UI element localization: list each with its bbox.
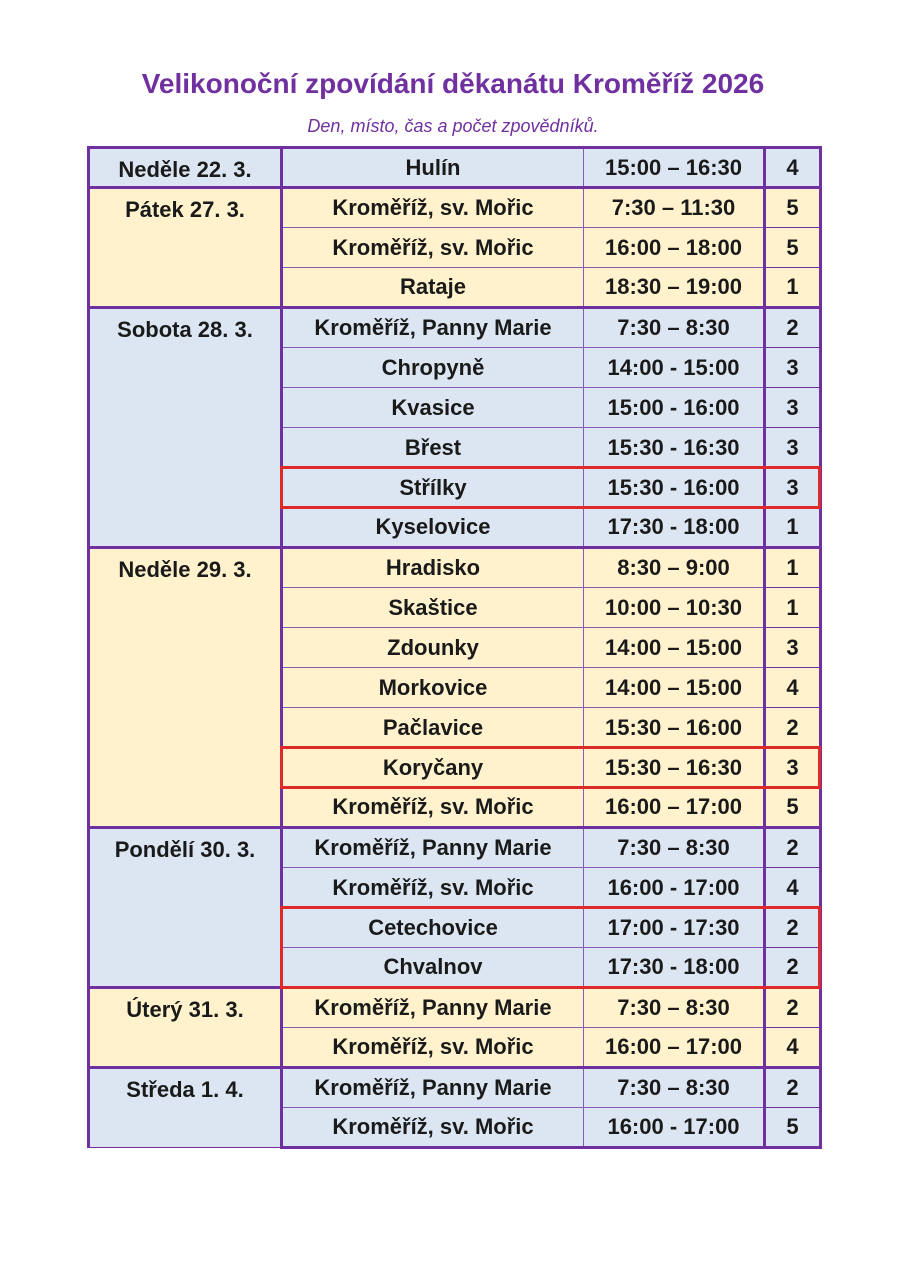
- confessor-count-cell: 5: [765, 788, 821, 828]
- time-cell: 15:30 - 16:30: [584, 428, 765, 468]
- place-cell: Zdounky: [282, 628, 584, 668]
- confessor-count-cell: 3: [765, 468, 821, 508]
- time-cell: 14:00 – 15:00: [584, 668, 765, 708]
- confessor-count-cell: 3: [765, 748, 821, 788]
- time-cell: 14:00 - 15:00: [584, 348, 765, 388]
- confessor-count-cell: 2: [765, 948, 821, 988]
- place-cell: Kroměříž, sv. Mořic: [282, 868, 584, 908]
- time-cell: 7:30 – 8:30: [584, 1068, 765, 1108]
- time-cell: 17:30 - 18:00: [584, 508, 765, 548]
- confessor-count-cell: 4: [765, 1028, 821, 1068]
- confessor-count-cell: 2: [765, 308, 821, 348]
- time-cell: 10:00 – 10:30: [584, 588, 765, 628]
- place-cell: Pačlavice: [282, 708, 584, 748]
- confessor-count-cell: 5: [765, 228, 821, 268]
- place-cell: Hradisko: [282, 548, 584, 588]
- place-cell: Kroměříž, sv. Mořic: [282, 228, 584, 268]
- time-cell: 16:00 – 17:00: [584, 788, 765, 828]
- place-cell: Kroměříž, Panny Marie: [282, 1068, 584, 1108]
- confessor-count-cell: 3: [765, 428, 821, 468]
- time-cell: 16:00 – 17:00: [584, 1028, 765, 1068]
- place-cell: Kroměříž, sv. Mořic: [282, 788, 584, 828]
- time-cell: 7:30 – 8:30: [584, 988, 765, 1028]
- time-cell: 7:30 – 8:30: [584, 828, 765, 868]
- time-cell: 7:30 – 11:30: [584, 188, 765, 228]
- confessor-count-cell: 3: [765, 348, 821, 388]
- place-cell: Kroměříž, sv. Mořic: [282, 1028, 584, 1068]
- time-cell: 15:30 – 16:00: [584, 708, 765, 748]
- confessor-count-cell: 2: [765, 988, 821, 1028]
- place-cell: Morkovice: [282, 668, 584, 708]
- time-cell: 14:00 – 15:00: [584, 628, 765, 668]
- time-cell: 16:00 - 17:00: [584, 868, 765, 908]
- confessor-count-cell: 4: [765, 868, 821, 908]
- confessor-count-cell: 1: [765, 508, 821, 548]
- place-cell: Kvasice: [282, 388, 584, 428]
- confessor-count-cell: 2: [765, 708, 821, 748]
- day-cell: Sobota 28. 3.: [89, 308, 282, 548]
- place-cell: Střílky: [282, 468, 584, 508]
- schedule-body: [89, 148, 821, 1148]
- time-cell: 15:30 - 16:00: [584, 468, 765, 508]
- time-cell: 15:00 - 16:00: [584, 388, 765, 428]
- place-cell: Koryčany: [282, 748, 584, 788]
- confessor-count-cell: 5: [765, 188, 821, 228]
- confessor-count-cell: 2: [765, 828, 821, 868]
- time-cell: 17:00 - 17:30: [584, 908, 765, 948]
- confessor-count-cell: 5: [765, 1108, 821, 1148]
- day-cell: Úterý 31. 3.: [89, 988, 282, 1068]
- place-cell: Chropyně: [282, 348, 584, 388]
- schedule-row: [89, 188, 821, 228]
- confessor-count-cell: 1: [765, 268, 821, 308]
- place-cell: Břest: [282, 428, 584, 468]
- place-cell: Kroměříž, sv. Mořic: [282, 188, 584, 228]
- schedule-row: [89, 308, 821, 348]
- place-cell: Hulín: [282, 148, 584, 188]
- confessor-count-cell: 2: [765, 1068, 821, 1108]
- place-cell: Kroměříž, Panny Marie: [282, 308, 584, 348]
- day-cell: Neděle 22. 3.: [89, 148, 282, 188]
- time-cell: 8:30 – 9:00: [584, 548, 765, 588]
- page-subtitle: Den, místo, čas a počet zpovědníků.: [307, 116, 599, 136]
- confessor-count-cell: 1: [765, 548, 821, 588]
- time-cell: 18:30 – 19:00: [584, 268, 765, 308]
- place-cell: Chvalnov: [282, 948, 584, 988]
- place-cell: Kyselovice: [282, 508, 584, 548]
- time-cell: 17:30 - 18:00: [584, 948, 765, 988]
- confessor-count-cell: 2: [765, 908, 821, 948]
- page-title: Velikonoční zpovídání děkanátu Kroměříž 2026: [141, 68, 765, 99]
- place-cell: Cetechovice: [282, 908, 584, 948]
- day-cell: Pondělí 30. 3.: [89, 828, 282, 988]
- confessor-count-cell: 3: [765, 388, 821, 428]
- place-cell: Rataje: [282, 268, 584, 308]
- time-cell: 15:00 – 16:30: [584, 148, 765, 188]
- schedule-row: [89, 1068, 821, 1108]
- day-cell: Neděle 29. 3.: [89, 548, 282, 828]
- schedule-row: [89, 828, 821, 868]
- confessor-count-cell: 1: [765, 588, 821, 628]
- time-cell: 7:30 – 8:30: [584, 308, 765, 348]
- schedule-table: [87, 146, 822, 1149]
- day-cell: Pátek 27. 3.: [89, 188, 282, 308]
- confessor-count-cell: 3: [765, 628, 821, 668]
- time-cell: 16:00 – 18:00: [584, 228, 765, 268]
- confessor-count-cell: 4: [765, 668, 821, 708]
- place-cell: Skaštice: [282, 588, 584, 628]
- schedule-row: [89, 988, 821, 1028]
- confessor-count-cell: 4: [765, 148, 821, 188]
- time-cell: 16:00 - 17:00: [584, 1108, 765, 1148]
- place-cell: Kroměříž, Panny Marie: [282, 828, 584, 868]
- schedule-row: [89, 148, 821, 188]
- place-cell: Kroměříž, sv. Mořic: [282, 1108, 584, 1148]
- place-cell: Kroměříž, Panny Marie: [282, 988, 584, 1028]
- day-cell: Středa 1. 4.: [89, 1068, 282, 1148]
- time-cell: 15:30 – 16:30: [584, 748, 765, 788]
- schedule-row: [89, 548, 821, 588]
